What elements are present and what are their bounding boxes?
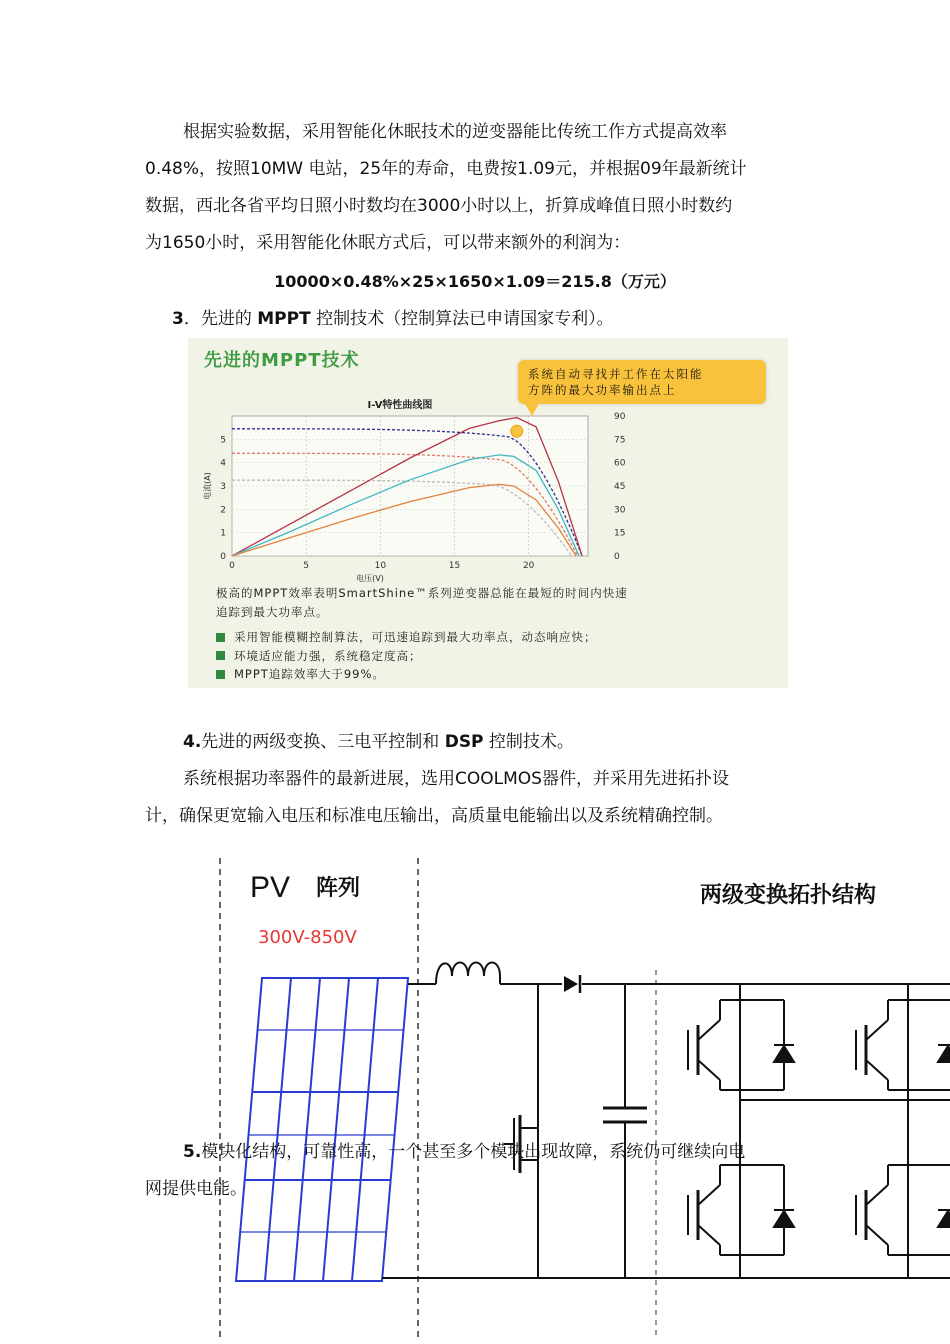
section-text-pre: 先进的两级变换、三电平控制和 <box>201 732 445 752</box>
paragraph-efficiency <box>145 114 805 262</box>
inductor-icon <box>436 963 500 985</box>
y2-tick-label: 0 <box>614 552 620 562</box>
callout-line: 系统自动寻找并工作在太阳能 <box>528 367 704 381</box>
voltage-range-label: 300V-850V <box>258 927 357 948</box>
chart-title: I-V特性曲线图 <box>367 400 433 411</box>
y-axis-label: 电流(A) <box>203 472 212 500</box>
y2-tick-label: 90 <box>614 412 626 422</box>
description-line: 极高的MPPT效率表明SmartShine™系列逆变器总能在最短的时间内快速 <box>216 586 628 600</box>
mpp-callout <box>518 360 766 404</box>
mppt-bullet-list <box>216 628 597 684</box>
y-tick-label: 0 <box>220 552 226 562</box>
pv-array-label: 阵列 <box>316 876 361 901</box>
section-5-line: 网提供电能。 <box>145 1179 247 1199</box>
section-text-post: 控制技术。 <box>483 732 574 752</box>
paragraph-line: 0.48%，按照10MW 电站，25年的寿命，电费按1.09元，并根据09年最新统计 <box>145 159 747 179</box>
y2-tick-label: 75 <box>614 435 626 446</box>
x-tick-label: 20 <box>522 561 535 571</box>
paragraph-line: 计，确保更宽输入电压和标准电压输出，高质量电能输出以及系统精确控制。 <box>145 806 723 826</box>
section-number: 5. <box>183 1142 202 1162</box>
y-tick-label: 2 <box>220 505 226 516</box>
y2-tick-label: 60 <box>614 458 626 469</box>
x-axis-label: 电压(V) <box>356 574 384 583</box>
topology-title: 两级变换拓扑结构 <box>700 882 877 908</box>
bullet-square-icon <box>216 670 225 679</box>
section-text-pre: ．先进的 <box>183 309 258 329</box>
section-5 <box>145 1134 805 1208</box>
y2-tick-label: 15 <box>614 528 626 539</box>
mppt-description <box>216 584 756 622</box>
paragraph-line: 为1650小时，采用智能化休眠方式后，可以带来额外的利润为： <box>145 233 631 253</box>
mpp-marker <box>511 425 523 437</box>
two-stage-topology-diagram <box>0 850 950 1344</box>
section-5-line <box>145 1134 805 1171</box>
pv-label: PV <box>250 871 291 904</box>
bullet-item <box>216 628 597 647</box>
paragraph-line: 数据，西北各省平均日照小时数均在3000小时以上，折算成峰值日照小时数约 <box>145 196 733 216</box>
callout-line: 方阵的最大功率输出点上 <box>528 383 677 397</box>
paragraph-coolmos <box>145 761 805 835</box>
section-number: 3 <box>172 309 184 329</box>
section-bold: MPPT <box>257 309 311 329</box>
y2-tick-label: 30 <box>614 505 626 516</box>
igbt-module-icon <box>856 1000 950 1090</box>
x-tick-label: 15 <box>448 561 461 571</box>
x-tick-label: 10 <box>374 561 387 571</box>
bullet-square-icon <box>216 651 225 660</box>
igbt-module-icon <box>856 1165 950 1255</box>
pv-panel-icon <box>236 978 408 1281</box>
mppt-figure-title: 先进的MPPT技术 <box>204 350 360 371</box>
y-tick-label: 3 <box>220 482 226 492</box>
section-text-post: 控制技术（控制算法已申请国家专利）。 <box>310 309 614 329</box>
diode-icon <box>564 975 580 993</box>
x-tick-label: 5 <box>303 561 310 571</box>
bullet-text: MPPT追踪效率大于99%。 <box>234 667 385 681</box>
description-line: 追踪到最大功率点。 <box>216 605 329 619</box>
y-tick-label: 5 <box>220 435 226 446</box>
x-tick-label: 0 <box>229 561 235 571</box>
y-tick-label: 4 <box>220 458 226 469</box>
section-number: 4. <box>183 732 202 752</box>
bullet-square-icon <box>216 633 225 642</box>
section-bold: DSP <box>444 732 484 752</box>
paragraph-line: 根据实验数据，采用智能化休眠技术的逆变器能比传统工作方式提高效率 <box>183 122 727 142</box>
section-4-heading <box>183 728 574 756</box>
section-3-heading <box>172 305 614 333</box>
paragraph-line: 系统根据功率器件的最新进展，选用COOLMOS器件，并采用先进拓扑设 <box>183 769 729 789</box>
y-tick-label: 1 <box>220 528 226 539</box>
bullet-text: 采用智能模糊控制算法，可迅速追踪到最大功率点，动态响应快； <box>234 630 597 644</box>
bullet-item <box>216 647 597 666</box>
bullet-text: 环境适应能力强，系统稳定度高； <box>234 648 422 663</box>
profit-formula: 10000×0.48%×25×1650×1.09＝215.8（万元） <box>274 272 676 291</box>
section-5-text: 模块化结构，可靠性高，一个甚至多个模块出现故障，系统仍可继续向电 <box>201 1142 746 1162</box>
mppt-figure <box>188 338 788 688</box>
y2-tick-label: 45 <box>614 482 626 492</box>
bullet-item <box>216 665 597 684</box>
